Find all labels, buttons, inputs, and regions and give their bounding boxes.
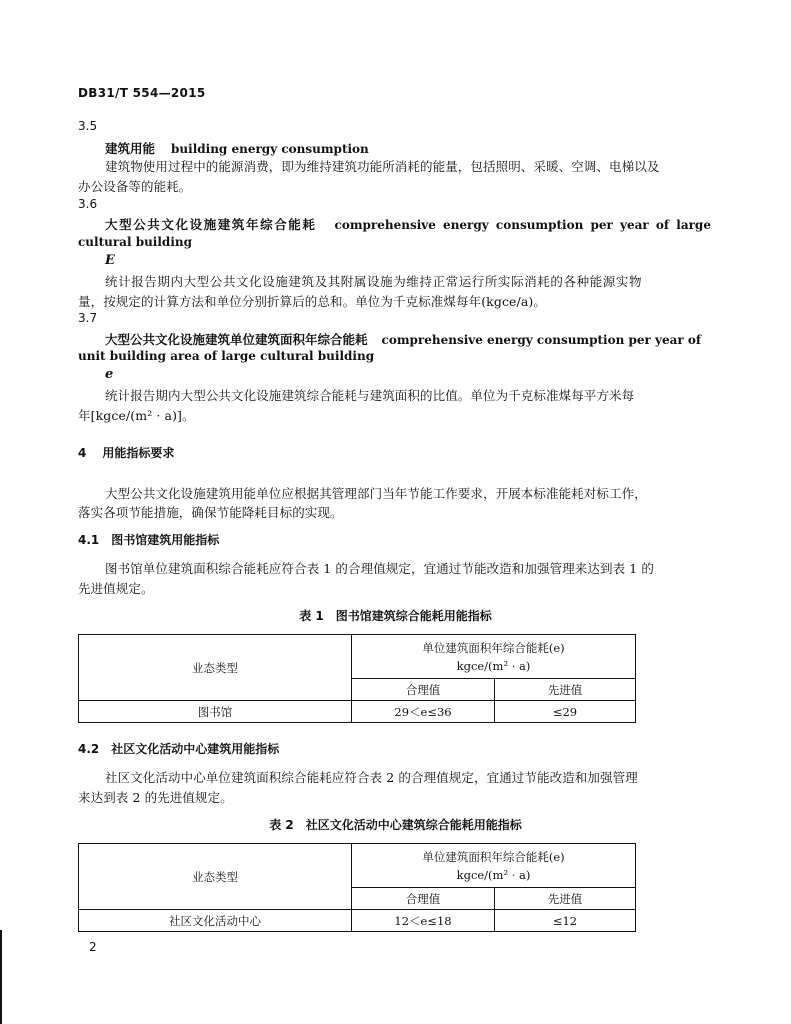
section-number: 4 [78,446,87,460]
term-en: comprehensive energy consumption per year of [381,333,702,347]
definition-line: 建筑物使用过程中的能源消费，即为维持建筑功能所消耗的能量，包括照明、采暖、空调、电梯以及 [105,159,660,174]
table-2-caption: 表 2 社区文化活动中心建筑综合能耗用能指标 [269,818,522,832]
symbol: E [105,253,115,268]
definition-line: 统计报告期内大型公共文化设施建筑及其附属设施为维持正常运行所实际消耗的各种能源实物 [105,274,643,289]
standard-code: DB31/T 554—2015 [78,86,206,100]
definition-line: 统计报告期内大型公共文化设施建筑综合能耗与建筑面积的比值。单位为千克标准煤每平方米每 [105,388,635,403]
cell-advanced: ≤12 [495,910,636,932]
header-type: 业态类型 [79,844,352,910]
header-group-unit: kgce/(m² · a) [456,868,531,882]
paragraph-line: 社区文化活动中心单位建筑面积综合能耗应符合表 2 的合理值规定，宜通过节能改造和加强管理 [105,770,638,785]
paragraph-line: 大型公共文化设施建筑用能单位应根据其管理部门当年节能工作要求，开展本标准能耗对标工作， [105,486,647,501]
term-en-continued: unit building area of large cultural building [78,349,375,363]
definition-line: 办公设备等的能耗。 [78,179,192,194]
paragraph-line: 图书馆单位建筑面积综合能耗应符合表 1 的合理值规定，宜通过节能改造和加强管理来达到表 1 的 [105,561,655,576]
term-3-7 [105,330,701,348]
section-number: 4.1 [78,533,100,547]
page-number: 2 [89,940,97,954]
clause-number-3-6: 3.6 [78,197,98,211]
header-group-title: 单位建筑面积年综合能耗(e) [422,641,565,655]
cell-reasonable: 12＜e≤18 [352,910,495,932]
cell-type: 图书馆 [79,701,352,723]
table-1 [78,634,636,723]
header-type: 业态类型 [79,635,352,701]
table-2 [78,843,636,932]
section-heading-4-1 [78,531,219,548]
header-reasonable: 合理值 [352,888,495,910]
term-zh: 建筑用能 [105,141,156,156]
header-reasonable: 合理值 [352,679,495,701]
term-3-5 [105,139,369,157]
symbol: e [105,367,114,382]
term-en: comprehensive energy consumption per year of large [334,218,711,232]
paragraph-line: 来达到表 2 的先进值规定。 [78,790,233,805]
paragraph-line: 落实各项节能措施，确保节能降耗目标的实现。 [78,505,343,520]
header-group-title: 单位建筑面积年综合能耗(e) [422,850,565,864]
cell-reasonable: 29＜e≤36 [352,701,495,723]
section-title: 用能指标要求 [102,446,175,460]
table-row [79,701,636,723]
term-zh: 大型公共文化设施建筑单位建筑面积年综合能耗 [105,332,368,347]
term-en: building energy consumption [171,142,369,156]
section-heading-4-2 [78,740,279,757]
section-title: 图书馆建筑用能指标 [111,533,220,547]
header-group [352,844,636,888]
scan-edge-line [0,930,2,1024]
paragraph-line: 先进值规定。 [78,581,154,596]
header-advanced: 先进值 [495,679,636,701]
cell-type: 社区文化活动中心 [79,910,352,932]
term-en-continued: cultural building [78,235,192,249]
term-zh: 大型公共文化设施建筑年综合能耗 [105,217,317,232]
header-group [352,635,636,679]
definition-line: 量，按规定的计算方法和单位分别折算后的总和。单位为千克标准煤每年(kgce/a)。 [78,294,546,309]
clause-number-3-7: 3.7 [78,311,98,325]
cell-advanced: ≤29 [495,701,636,723]
definition-line: 年[kgce/(m² · a)]。 [78,408,195,423]
clause-number-3-5: 3.5 [78,119,98,133]
header-advanced: 先进值 [495,888,636,910]
section-heading-4 [78,444,174,461]
table-1-caption: 表 1 图书馆建筑综合能耗用能指标 [299,609,492,623]
table-row [79,910,636,932]
term-3-6 [105,215,711,233]
section-number: 4.2 [78,742,100,756]
header-group-unit: kgce/(m² · a) [456,659,531,673]
section-title: 社区文化活动中心建筑用能指标 [111,742,280,756]
